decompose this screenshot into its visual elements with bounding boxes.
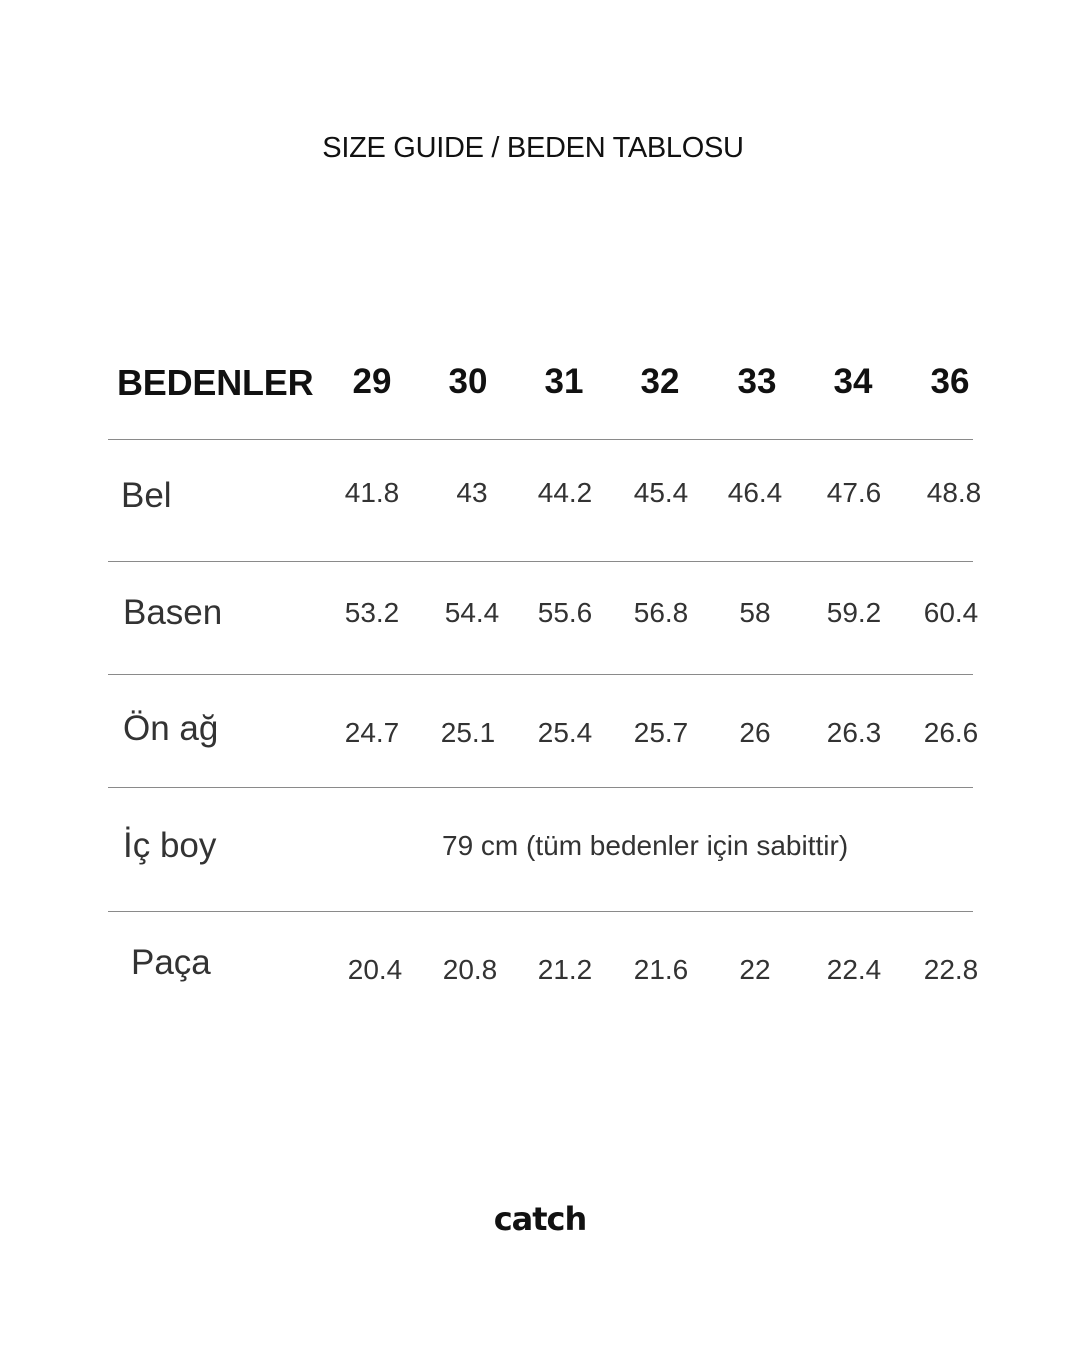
brand-logo: catch [493,1200,587,1238]
table-cell: 54.4 [444,597,500,628]
table-cell: 58 [739,597,771,628]
row-label-waist: Bel [121,476,172,515]
table-cell: 41.8 [344,477,400,508]
table-cell: 25.7 [633,717,689,748]
table-cell: 22.4 [826,954,882,985]
table-cell: 45.4 [633,477,689,508]
table-cell: 55.6 [537,597,593,628]
divider [108,787,973,788]
row-label-front-rise: Ön ağ [123,709,219,748]
size-header-30: 30 [448,362,488,401]
size-header-33: 33 [737,362,777,401]
table-cell: 26 [739,717,771,748]
table-cell: 21.2 [537,954,593,985]
inseam-note: 79 cm (tüm bedenler için sabittir) [442,830,849,861]
table-cell: 53.2 [344,597,400,628]
size-header-32: 32 [640,362,680,401]
table-cell: 20.4 [347,954,403,985]
table-cell: 48.8 [926,477,982,508]
table-cell: 22 [739,954,771,985]
page-title: SIZE GUIDE / BEDEN TABLOSU [322,132,744,164]
table-cell: 26.6 [923,717,979,748]
size-header-36: 36 [930,362,970,401]
table-cell: 46.4 [727,477,783,508]
table-cell: 24.7 [344,717,400,748]
divider [108,561,973,562]
table-cell: 25.4 [537,717,593,748]
table-cell: 21.6 [633,954,689,985]
divider [108,911,973,912]
table-cell: 60.4 [923,597,979,628]
table-cell: 22.8 [923,954,979,985]
table-cell: 25.1 [440,717,496,748]
row-label-hip: Basen [123,593,223,632]
table-cell: 56.8 [633,597,689,628]
size-header-31: 31 [544,362,584,401]
table-cell: 43 [456,477,488,508]
table-cell: 20.8 [442,954,498,985]
size-header-34: 34 [833,362,873,401]
divider [108,674,973,675]
table-cell: 59.2 [826,597,882,628]
table-header-row [0,362,1080,408]
row-label-inseam: İç boy [123,826,217,865]
table-cell: 44.2 [537,477,593,508]
size-header-29: 29 [352,362,392,401]
sizes-header-label: BEDENLER [117,362,314,403]
row-label-leg-opening: Paça [131,943,211,982]
table-cell: 26.3 [826,717,882,748]
table-cell: 47.6 [826,477,882,508]
divider [108,439,973,440]
